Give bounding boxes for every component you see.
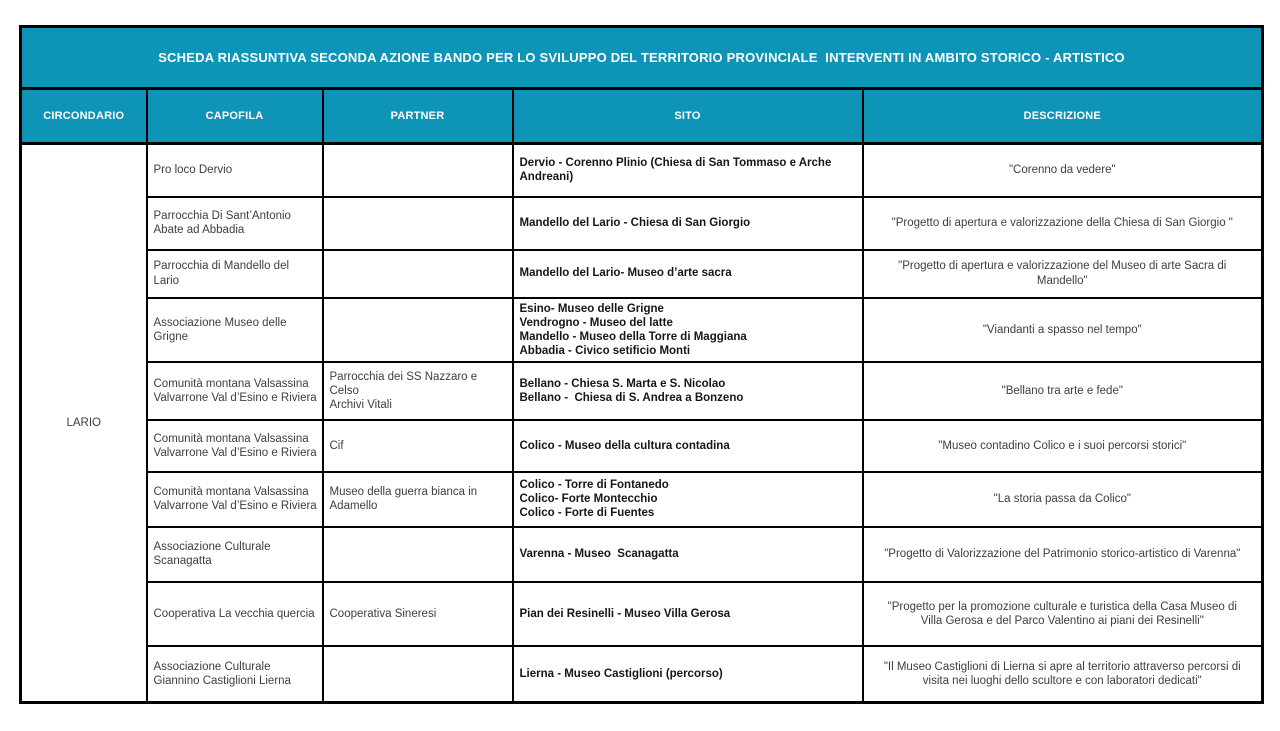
partner-cell: [323, 298, 513, 362]
capofila-cell: Cooperativa La vecchia quercia: [147, 582, 323, 646]
capofila-cell: Comunità montana Valsassina Valvarrone Val d’Esino e Riviera: [147, 362, 323, 420]
table-row: [21, 582, 1263, 646]
circondario-cell: LARIO: [21, 144, 147, 703]
descrizione-cell: "Progetto per la promozione culturale e turistica della Casa Museo di Villa Gerosa e del Parco Valentino ai piani dei Resinelli": [863, 582, 1263, 646]
sito-cell: [513, 527, 863, 582]
capofila-cell: Associazione Culturale Scanagatta: [147, 527, 323, 582]
document-page: [19, 25, 1264, 704]
descrizione-cell: "Viandanti a spasso nel tempo": [863, 298, 1263, 362]
table-row: [21, 646, 1263, 703]
partner-cell: [323, 420, 513, 472]
sito-cell: [513, 582, 863, 646]
capofila-cell: Associazione Museo delle Grigne: [147, 298, 323, 362]
descrizione-cell: "Bellano tra arte e fede": [863, 362, 1263, 420]
title-row: [21, 27, 1263, 89]
sito-line: Colico - Museo della cultura contadina: [519, 439, 730, 452]
descrizione-cell: "Progetto di apertura e valorizzazione del Museo di arte Sacra di Mandello": [863, 250, 1263, 298]
partner-line: Parrocchia dei SS Nazzaro e Celso: [329, 370, 481, 397]
partner-line: Cif: [329, 439, 344, 452]
sito-line: Lierna - Museo Castiglioni (percorso): [519, 667, 723, 680]
capofila-cell: Comunità montana Valsassina Valvarrone Val d’Esino e Riviera: [147, 420, 323, 472]
column-header-row: [21, 89, 1263, 144]
sito-line: Bellano - Chiesa di S. Andrea a Bonzeno: [519, 391, 744, 404]
sito-line: Mandello del Lario - Chiesa di San Giorgio: [519, 216, 751, 229]
capofila-cell: Pro loco Dervio: [147, 144, 323, 197]
sito-line: Vendrogno - Museo del latte: [519, 316, 673, 329]
partner-cell: [323, 527, 513, 582]
table-row: [21, 144, 1263, 197]
column-header-circondario: CIRCONDARIO: [21, 89, 147, 144]
sito-cell: [513, 144, 863, 197]
sito-cell: [513, 472, 863, 527]
sito-cell: [513, 420, 863, 472]
sito-cell: [513, 197, 863, 250]
table-row: [21, 472, 1263, 527]
capofila-cell: Parrocchia Di Sant’Antonio Abate ad Abbadia: [147, 197, 323, 250]
descrizione-cell: "Museo contadino Colico e i suoi percorsi storici": [863, 420, 1263, 472]
sito-line: Mandello del Lario- Museo d’arte sacra: [519, 267, 732, 280]
descrizione-cell: "Corenno da vedere": [863, 144, 1263, 197]
sito-line: Dervio - Corenno Plinio (Chiesa di San Tommaso e Arche Andreani): [519, 157, 835, 184]
table-row: [21, 527, 1263, 582]
capofila-cell: Parrocchia di Mandello del Lario: [147, 250, 323, 298]
capofila-cell: Associazione Culturale Giannino Castiglioni Lierna: [147, 646, 323, 703]
column-header-partner: PARTNER: [323, 89, 513, 144]
column-header-sito: SITO: [513, 89, 863, 144]
sito-line: Mandello - Museo della Torre di Maggiana: [519, 330, 747, 343]
sito-line: Abbadia - Civico setificio Monti: [519, 344, 691, 357]
column-header-descrizione: DESCRIZIONE: [863, 89, 1263, 144]
partner-line: Museo della guerra bianca in Adamello: [329, 486, 480, 513]
sito-cell: [513, 298, 863, 362]
sito-cell: [513, 362, 863, 420]
sito-line: Colico - Torre di Fontanedo: [519, 479, 669, 492]
sito-line: Pian dei Resinelli - Museo Villa Gerosa: [519, 607, 731, 620]
column-header-capofila: CAPOFILA: [147, 89, 323, 144]
table-row: [21, 197, 1263, 250]
summary-table: [19, 25, 1264, 704]
table-row: [21, 362, 1263, 420]
partner-cell: [323, 582, 513, 646]
sito-line: Esino- Museo delle Grigne: [519, 302, 664, 315]
sito-cell: [513, 646, 863, 703]
partner-cell: [323, 362, 513, 420]
partner-cell: [323, 144, 513, 197]
table-row: [21, 420, 1263, 472]
sito-line: Colico - Forte di Fuentes: [519, 507, 655, 520]
partner-cell: [323, 646, 513, 703]
partner-cell: [323, 197, 513, 250]
descrizione-cell: "Il Museo Castiglioni di Lierna si apre al territorio attraverso percorsi di visita nei luoghi dello scultore e con laboratori dedicati": [863, 646, 1263, 703]
descrizione-cell: "Progetto di apertura e valorizzazione della Chiesa di San Giorgio ": [863, 197, 1263, 250]
table-row: [21, 250, 1263, 298]
partner-cell: [323, 472, 513, 527]
partner-line: Archivi Vitali: [329, 398, 392, 411]
descrizione-cell: "Progetto di Valorizzazione del Patrimonio storico-artistico di Varenna": [863, 527, 1263, 582]
partner-cell: [323, 250, 513, 298]
partner-line: Cooperativa Sineresi: [329, 607, 437, 620]
descrizione-cell: "La storia passa da Colico": [863, 472, 1263, 527]
sito-line: Bellano - Chiesa S. Marta e S. Nicolao: [519, 377, 726, 390]
table-row: [21, 298, 1263, 362]
sito-line: Colico- Forte Montecchio: [519, 493, 658, 506]
table-title: SCHEDA RIASSUNTIVA SECONDA AZIONE BANDO PER LO SVILUPPO DEL TERRITORIO PROVINCIALE INTERVENTI IN AMBITO STORICO - ARTISTICO: [21, 27, 1263, 89]
sito-line: Varenna - Museo Scanagatta: [519, 548, 679, 561]
capofila-cell: Comunità montana Valsassina Valvarrone Val d’Esino e Riviera: [147, 472, 323, 527]
sito-cell: [513, 250, 863, 298]
